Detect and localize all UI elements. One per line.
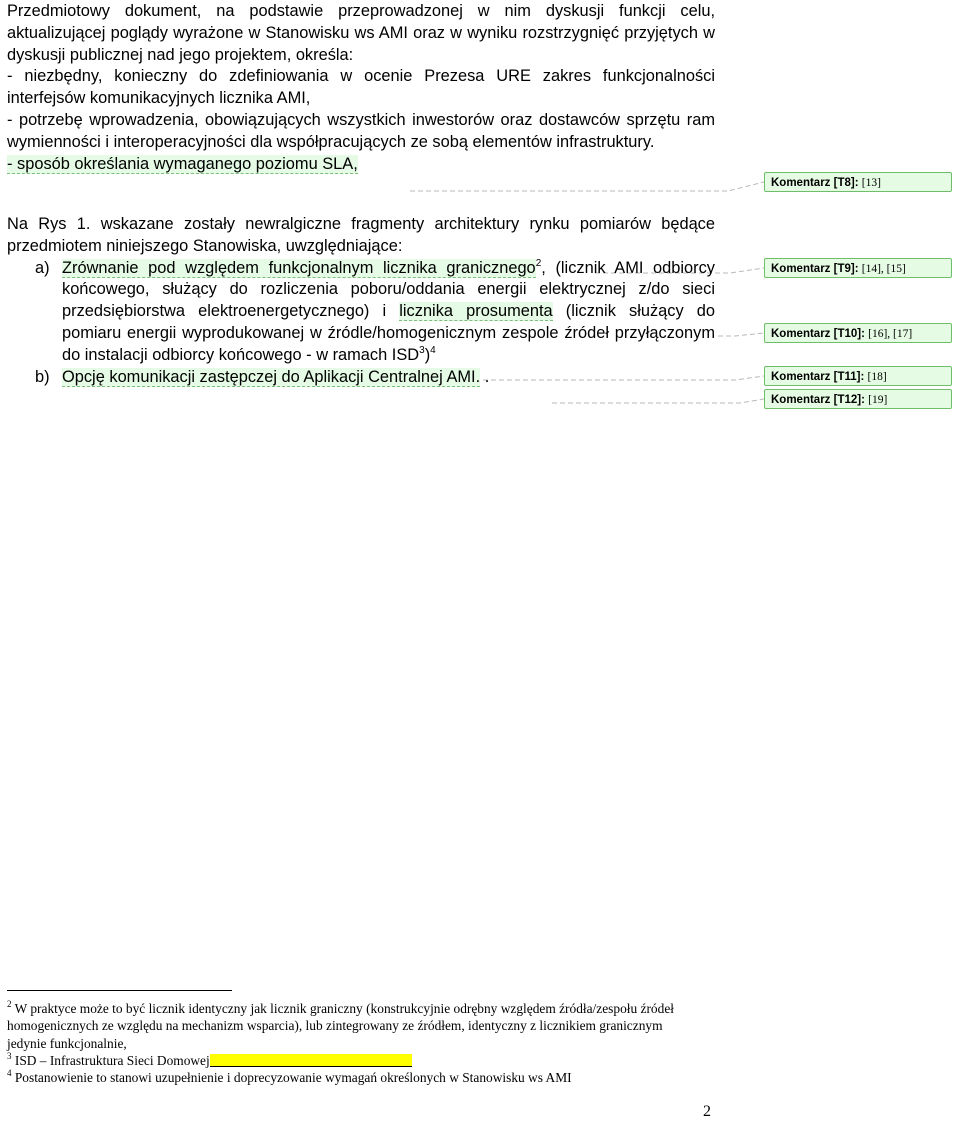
comment-t10[interactable] [764,323,952,343]
footnote-number: 4 [7,1068,12,1079]
comment-label: Komentarz [T12]: [771,394,865,406]
comment-refs: [19] [868,394,888,406]
list-item-a: a) Zrównanie pod względem funkcjonalnym licznika granicznego$^2$, (licznik AMI odbiorcy końcowego, służący do rozliczenia poboru/oddania energii elektrycznej z/do sieci przedsiębiorstwa elektroenergetycznego) i licznika prosumenta (licznik służący do pomiaru energii wyprodukowanej w źródle/homogenicznym zespole źródeł przyłączonym do instalacji odbiorcy końcowego - w ramach ISD$^3$)$^4$ [35,257,716,364]
prosumer-meter-description: (licznik służący do pomiaru energii wyprodukowanej w źródle/homogenicznym zespole źródeł przyłączonym do instalacji odbiorcy końcowego - w ramach ISD [62,302,715,364]
highlighted-backup-communication: Opcję komunikacji zastępczej do Aplikacji Centralnej AMI. [62,367,481,386]
connector-t12 [552,399,764,403]
list-item-interfaces: - niezbędny, konieczny do zdefiniowania w ocenie Prezesa URE zakres funkcjonalności interfejsów komunikacyjnych licznika AMI, [7,67,715,108]
footnote-4 [7,1069,687,1086]
list-marker-b: b) [35,367,50,386]
highlighted-sla: - sposób określania wymaganego poziomu SLA, [7,154,358,173]
footnote-separator [7,990,232,991]
comment-label: Komentarz [T10]: [771,328,865,340]
footnote-number: 2 [7,999,12,1009]
list-item-b: b) Opcję komunikacji zastępczej do Aplikacji Centralnej AMI. . [7,367,715,389]
comment-label: Komentarz [T11]: [771,371,865,383]
list-item-interoperability: - potrzebę wprowadzenia, obowiązujących wszystkich inwestorów oraz dostawców sprzętu ram wymienności i interoperacyjności dla współpracujących ze sobą elementów infrastruktury. [7,110,715,151]
footnote-highlight-marker [210,1054,412,1067]
comment-label: Komentarz [T9]: [771,263,859,275]
footnote-text: W praktyce może to być licznik identyczny jak licznik graniczny (konstrukcyjnie odrębny względem źródła/zespołu źródeł homogenicznych ze względu na mechanizm wsparcia), lub zintegrowany ze źródłem, identyczny z licznikiem granicznym jedynie funkcjonalnie, [7,1001,674,1051]
comment-t11[interactable] [764,366,952,386]
comment-t9[interactable] [764,258,952,278]
connector-t10 [718,333,764,336]
connector-t8 [410,182,764,191]
footnote-ref-4[interactable]: 4 [430,344,436,356]
comment-refs: [18] [867,371,887,383]
footnote-text: ISD – Infrastruktura Sieci Domowej [14,1052,210,1068]
comment-label: Komentarz [T8]: [771,177,859,189]
list-marker-a: a) [35,258,50,277]
comment-refs: [14], [15] [861,263,906,275]
comment-refs: [16], [17] [868,328,913,340]
footnote-number: 3 [7,1050,12,1061]
list-item-sla [7,154,715,176]
highlighted-meter-equalization: Zrównanie pod względem funkcjonalnym licznika granicznego [62,258,536,277]
footnote-text: Postanowienie to stanowi uzupełnienie i doprecyzowanie wymagań określonych w Stanowisku ws AMI [14,1070,572,1086]
footnote-3 [7,1052,687,1069]
footnote-ref-3[interactable]: 3 [419,344,425,356]
paragraph-objectives [7,1,715,175]
comment-refs: [13] [861,177,881,189]
page-number: 2 [703,1103,711,1120]
footnote-ref-2[interactable]: 2 [535,257,542,269]
comment-t12[interactable] [764,389,952,409]
meter-description: (licznik AMI odbiorcy końcowego, służący do rozliczenia poboru/oddania energii elektrycznej z/do sieci przedsiębiorstwa elektroenergetycznego) i [62,258,716,321]
paragraph-architecture [7,214,715,388]
highlighted-prosumer-meter: licznika prosumenta [399,302,553,321]
comment-t8[interactable] [764,172,952,192]
paragraph-intro: Przedmiotowy dokument, na podstawie przeprowadzonej w nim dyskusji funkcji celu, aktualizującej poglądy wyrażone w Stanowisku ws AMI oraz w wyniku rozstrzygnięć przyjętych w dyskusji publicznej nad jego projektem, określa: [7,2,715,64]
paragraph2-intro: Na Rys 1. wskazane zostały newralgiczne fragmenty architektury rynku pomiarów będące przedmiotem niniejszego Stanowiska, uwzględniające: [7,215,715,255]
footnotes [7,1000,687,1086]
footnote-2 [7,1000,687,1052]
